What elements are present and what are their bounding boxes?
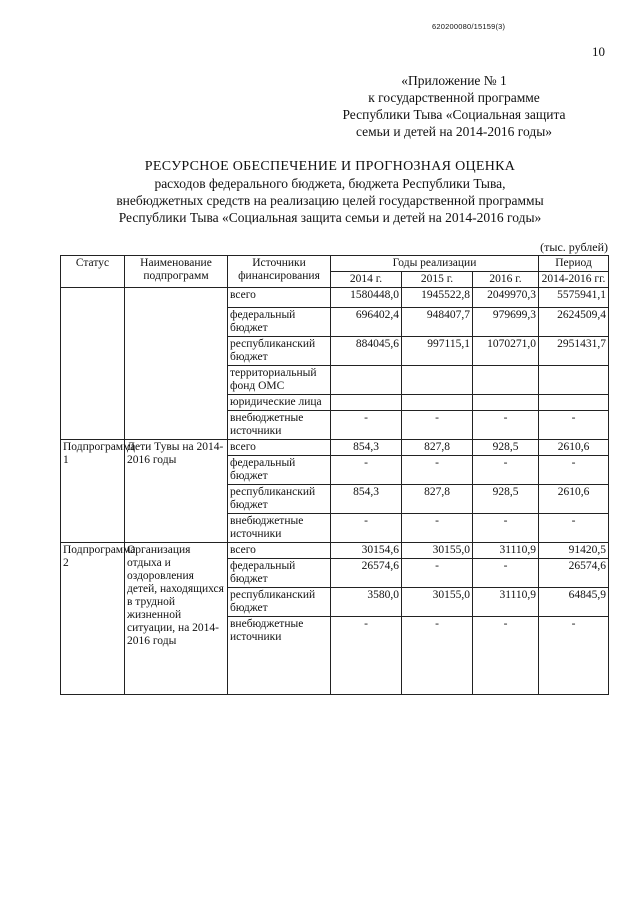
source-cell: внебюджетные источники	[228, 411, 331, 440]
value-2016	[473, 395, 539, 411]
value-2016: 31110,9	[473, 588, 539, 617]
status-cell	[61, 288, 125, 440]
value-2015: 997115,1	[402, 337, 473, 366]
value-2015: 948407,7	[402, 308, 473, 337]
value-period: -	[539, 514, 609, 543]
header-year-2016: 2016 г.	[473, 272, 539, 288]
source-cell: республиканский бюджет	[228, 485, 331, 514]
value-2014: 3580,0	[331, 588, 402, 617]
value-period	[539, 395, 609, 411]
value-2014: 854,3	[331, 485, 402, 514]
value-period: 91420,5	[539, 543, 609, 559]
value-2016	[473, 366, 539, 395]
heading-line-4: Республики Тыва «Социальная защита семьи и детей на 2014-2016 годы»	[118, 210, 542, 225]
header-funding-source: Источники финансирования	[228, 256, 331, 288]
source-cell: территориальный фонд ОМС	[228, 366, 331, 395]
appendix-line-3: Республики Тыва «Социальная защита	[342, 107, 566, 122]
source-cell: республиканский бюджет	[228, 588, 331, 617]
value-2015: 827,8	[402, 485, 473, 514]
value-2014: -	[331, 514, 402, 543]
value-2016: 928,5	[473, 440, 539, 456]
appendix-line-2: к государственной программе	[368, 90, 540, 105]
table-row	[61, 543, 609, 559]
value-2015: -	[402, 456, 473, 485]
value-2015: -	[402, 617, 473, 695]
value-2016: 2049970,3	[473, 288, 539, 308]
value-2014: -	[331, 617, 402, 695]
value-2015: -	[402, 559, 473, 588]
value-period: 64845,9	[539, 588, 609, 617]
header-year-2015: 2015 г.	[402, 272, 473, 288]
header-period-range: 2014-2016 гг.	[539, 272, 609, 288]
value-2015	[402, 395, 473, 411]
status-cell: Подпрограмма 2	[61, 543, 125, 695]
value-period: -	[539, 411, 609, 440]
page-number: 10	[592, 44, 605, 59]
heading-line-2: расходов федерального бюджета, бюджета Республики Тыва,	[154, 176, 506, 191]
source-cell: внебюджетные источники	[228, 514, 331, 543]
value-2016: 31110,9	[473, 543, 539, 559]
value-2014: 1580448,0	[331, 288, 402, 308]
source-cell: республиканский бюджет	[228, 337, 331, 366]
value-2014: 854,3	[331, 440, 402, 456]
value-2014	[331, 366, 402, 395]
value-2014: 26574,6	[331, 559, 402, 588]
header-year-2014: 2014 г.	[331, 272, 402, 288]
value-2016: -	[473, 617, 539, 695]
source-cell: федеральный бюджет	[228, 559, 331, 588]
header-row	[61, 256, 609, 272]
source-cell: внебюджетные источники	[228, 617, 331, 695]
heading-line-3: внебюджетных средств на реализацию целей государственной программы	[116, 193, 544, 208]
source-cell: федеральный бюджет	[228, 456, 331, 485]
value-period	[539, 366, 609, 395]
value-2015: 827,8	[402, 440, 473, 456]
source-cell: юридические лица	[228, 395, 331, 411]
value-period: 2610,6	[539, 440, 609, 456]
header-status: Статус	[61, 256, 125, 288]
value-2015: 1945522,8	[402, 288, 473, 308]
table-row	[61, 288, 609, 308]
value-period: -	[539, 456, 609, 485]
appendix-line-4: семьи и детей на 2014-2016 годы»	[355, 124, 553, 139]
value-2014: -	[331, 456, 402, 485]
header-subprogram-name: Наименование подпрограмм	[125, 256, 228, 288]
document-heading	[60, 158, 600, 226]
units-label: (тыс. рублей)	[540, 240, 608, 254]
value-period: 2624509,4	[539, 308, 609, 337]
value-2016: 979699,3	[473, 308, 539, 337]
source-cell: всего	[228, 288, 331, 308]
value-2014: 884045,6	[331, 337, 402, 366]
source-cell: всего	[228, 440, 331, 456]
appendix-line-1: «Приложение № 1	[401, 73, 507, 88]
value-2015	[402, 366, 473, 395]
value-period: 5575941,1	[539, 288, 609, 308]
appendix-note	[304, 72, 604, 140]
document-id: 620200080/15159(3)	[432, 22, 506, 31]
value-2016: -	[473, 559, 539, 588]
table-row	[61, 440, 609, 456]
value-2016: 1070271,0	[473, 337, 539, 366]
subprogram-name-cell: Дети Тувы на 2014-2016 годы	[125, 440, 228, 543]
value-2014: 696402,4	[331, 308, 402, 337]
source-cell: всего	[228, 543, 331, 559]
subprogram-name-cell: Организация отдыха и оздоровления детей, находящихся в трудной жизненной ситуации, на 2014-2016 годы	[125, 543, 228, 695]
header-years: Годы реализации	[331, 256, 539, 272]
value-2016: -	[473, 411, 539, 440]
heading-title: РЕСУРСНОЕ ОБЕСПЕЧЕНИЕ И ПРОГНОЗНАЯ ОЦЕНКА	[144, 159, 516, 174]
value-2016: -	[473, 514, 539, 543]
value-2015: -	[402, 514, 473, 543]
value-2015: -	[402, 411, 473, 440]
resource-table	[60, 255, 609, 695]
value-period: 26574,6	[539, 559, 609, 588]
value-period: -	[539, 617, 609, 695]
source-cell: федеральный бюджет	[228, 308, 331, 337]
value-2014: -	[331, 411, 402, 440]
header-period: Период	[539, 256, 609, 272]
value-2016: -	[473, 456, 539, 485]
value-2015: 30155,0	[402, 543, 473, 559]
value-2015: 30155,0	[402, 588, 473, 617]
value-2014	[331, 395, 402, 411]
value-period: 2951431,7	[539, 337, 609, 366]
subprogram-name-cell	[125, 288, 228, 440]
value-2016: 928,5	[473, 485, 539, 514]
value-2014: 30154,6	[331, 543, 402, 559]
value-period: 2610,6	[539, 485, 609, 514]
status-cell: Подпрограмма 1	[61, 440, 125, 543]
